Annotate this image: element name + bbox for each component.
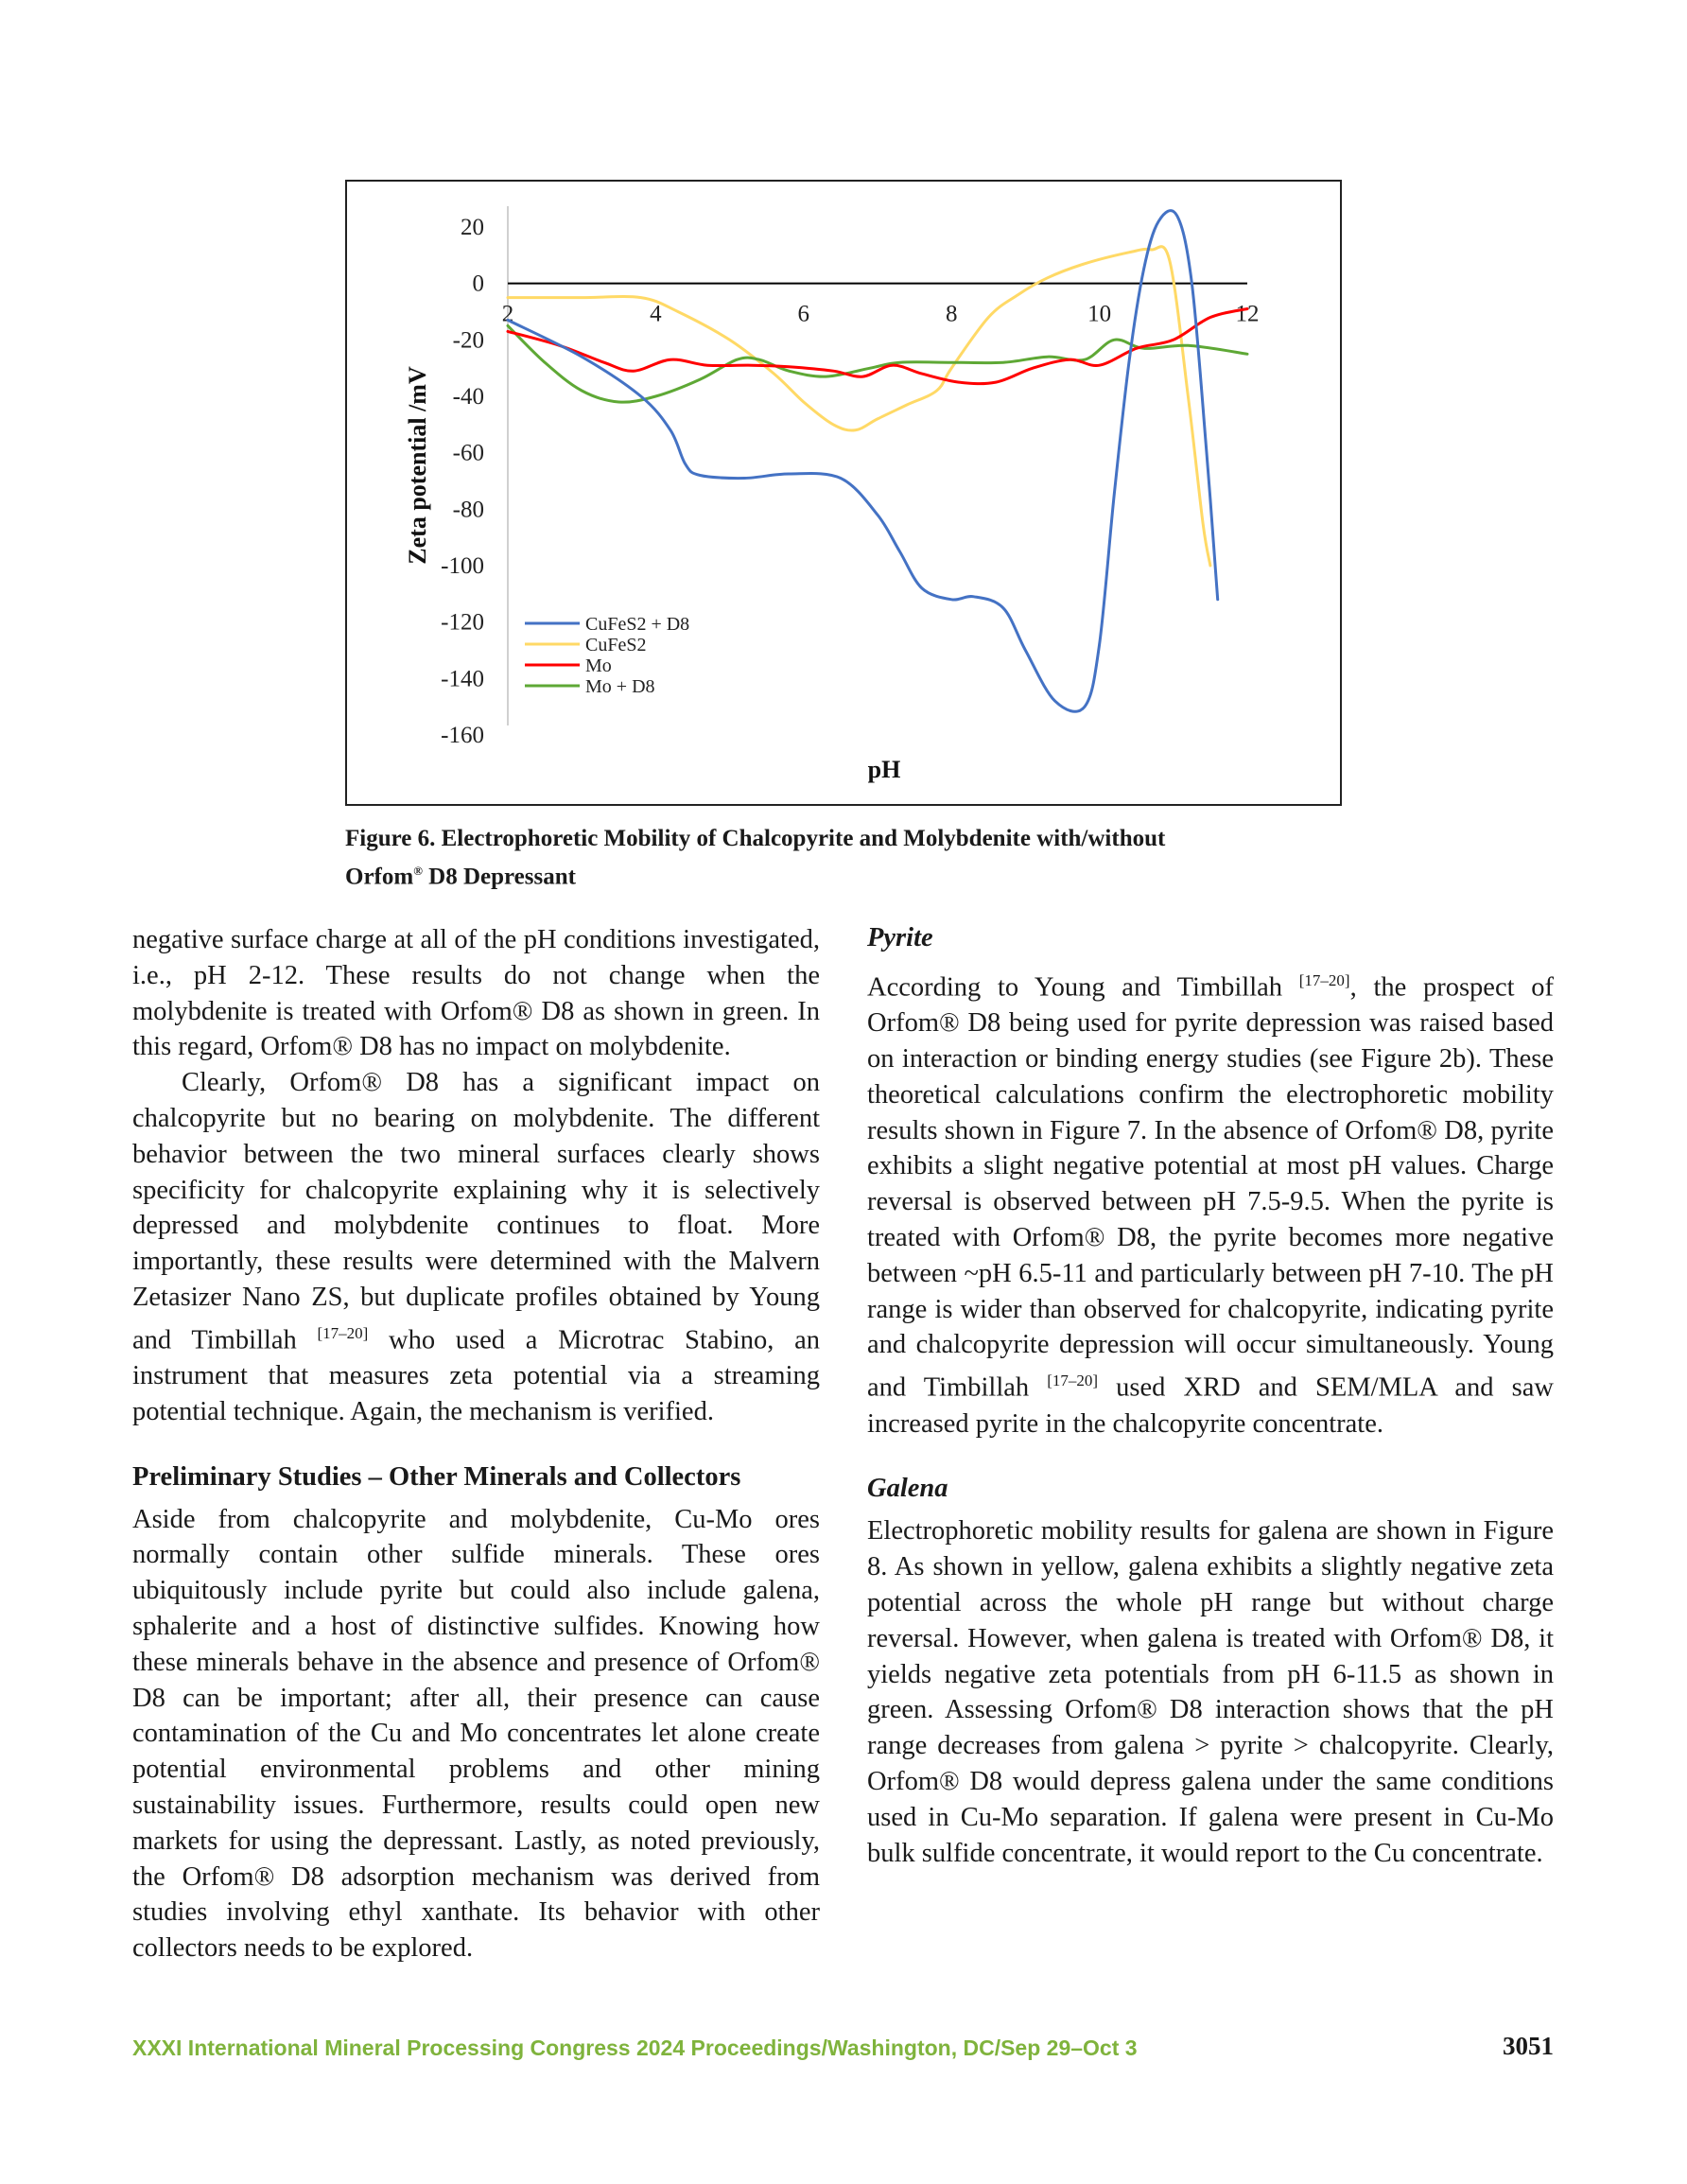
x-tick-label: 10	[1087, 301, 1112, 327]
x-tick-label: 4	[650, 301, 662, 327]
left-p2-text-a: Clearly, Orfom® D8 has a significant impact on chalcopyrite but no bearing on molybdenite. The different behavior between the two mineral surfaces clearly shows specificity for chalcopyrite explaining why it is selectively depressed and molybdenite continues to float. More importantly, these results were determined with the Malvern Zetasizer Nano ZS, but duplicate profiles obtained by Young and Timbillah	[132, 1068, 820, 1355]
left-column	[132, 922, 820, 1966]
footer-conference-name: XXXI International Mineral Processing Congress 2024 Proceedings/Washington, DC/Sep 29–Oct 3	[132, 2035, 1138, 2060]
left-paragraph-1: negative surface charge at all of the pH conditions investigated, i.e., pH 2-12. These results do not change when the molybdenite is treated with Orfom® D8 as shown in green. In this regard, Orfom® D8 has no impact on molybdenite.	[132, 925, 820, 1062]
right-p1-text-c: used XRD and SEM/MLA and saw increased pyrite in the chalcopyrite concentrate.	[867, 1372, 1554, 1439]
y-tick-label: -20	[452, 327, 484, 354]
left-p2-text-b: who used a Microtrac Stabino, an instrument that measures zeta potential via a streaming potential technique. Again, the mechanism is verified.	[132, 1325, 820, 1426]
series-line-cufes2	[508, 247, 1210, 566]
x-axis-title: pH	[867, 756, 901, 783]
x-tick-label: 6	[797, 301, 810, 327]
x-tick-label: 12	[1235, 301, 1260, 327]
y-tick-label: -60	[452, 440, 484, 466]
right-column	[867, 919, 1554, 1871]
section-heading-preliminary-studies: Preliminary Studies – Other Minerals and Collectors	[132, 1461, 741, 1492]
right-p1-text-b: , the prospect of Orfom® D8 being used for pyrite depression was raised based on interaction or binding energy studies (see Figure 2b). These theoretical calculations confirm the electrophoretic mobility results shown in Figure 7. In the absence of Orfom® D8, pyrite exhibits a slight negative potential at most pH values. Charge reversal is observed between pH 7.5-9.5. When the pyrite is treated with Orfom® D8, the pyrite becomes more negative between ~pH 6.5-11 and particularly between pH 7-10. The pH range is wider than observed for chalcopyrite, indicating pyrite and chalcopyrite depression will occur simultaneously. Young and Timbillah	[867, 972, 1554, 1403]
legend-label: CuFeS2 + D8	[585, 614, 690, 635]
y-tick-label: -40	[452, 384, 484, 410]
legend-label: Mo + D8	[585, 676, 655, 697]
figure-caption	[345, 823, 1348, 893]
left-paragraph-3: Aside from chalcopyrite and molybdenite, Cu-Mo ores normally contain other sulfide minerals. These ores ubiquitously include pyrite but could also include galena, sphalerite and a host of distinctive sulfides. Knowing how these minerals behave in the absence and presence of Orfom® D8 can be important; after all, their presence can cause contamination of the Cu and Mo concentrates let alone create potential environmental problems and other mining sustainability issues. Furthermore, results could open new markets for using the depressant. Lastly, as noted previously, the Orfom® D8 adsorption mechanism was derived from studies involving ethyl xanthate. Its behavior with other collectors needs to be explored.	[132, 1504, 820, 1964]
y-axis-title: Zeta potential /mV	[404, 366, 431, 565]
caption-line-1: Figure 6. Electrophoretic Mobility of Chalcopyrite and Molybdenite with/without	[345, 826, 1166, 851]
caption-line-2a: Orfom	[345, 864, 414, 890]
figure-6-frame	[345, 180, 1342, 806]
right-p1-text-a: According to Young and Timbillah	[867, 972, 1299, 1003]
left-paragraph-2	[132, 1065, 820, 1429]
caption-line-2b: D8 Depressant	[422, 864, 576, 890]
legend-label: CuFeS2	[585, 635, 647, 655]
series-line-mo-d8	[508, 325, 1247, 402]
right-paragraph-pyrite	[867, 963, 1554, 1441]
y-tick-label: -160	[441, 723, 484, 748]
y-tick-label: -100	[441, 553, 484, 579]
zeta-potential-chart	[347, 182, 1339, 803]
y-tick-label: -120	[441, 609, 484, 636]
page-number: 3051	[1503, 2032, 1554, 2060]
y-tick-label: 0	[472, 271, 484, 297]
legend-label: Mo	[585, 655, 612, 676]
citation-ref: [17–20]	[1298, 971, 1350, 989]
y-tick-label: 20	[461, 215, 484, 240]
subheading-pyrite: Pyrite	[867, 923, 933, 952]
x-tick-label: 8	[945, 301, 958, 327]
subheading-galena: Galena	[867, 1474, 948, 1504]
y-tick-label: -80	[452, 497, 484, 523]
right-paragraph-galena: Electrophoretic mobility results for galena are shown in Figure 8. As shown in yellow, galena exhibits a slightly negative zeta potential across the whole pH range but without charge reversal. However, when galena is treated with Orfom® D8, it yields negative zeta potentials from pH 6-11.5 as shown in green. Assessing Orfom® D8 interaction shows that the pH range decreases from galena > pyrite > chalcopyrite. Clearly, Orfom® D8 would depress galena under the same conditions used in Cu-Mo separation. If galena were present in Cu-Mo bulk sulfide concentrate, it would report to the Cu concentrate.	[867, 1516, 1554, 1868]
y-tick-label: -140	[441, 666, 484, 692]
x-tick-label: 2	[501, 301, 514, 327]
caption-registered-mark: ®	[413, 864, 423, 878]
citation-ref: [17–20]	[1047, 1372, 1099, 1390]
citation-ref: [17–20]	[317, 1323, 369, 1342]
